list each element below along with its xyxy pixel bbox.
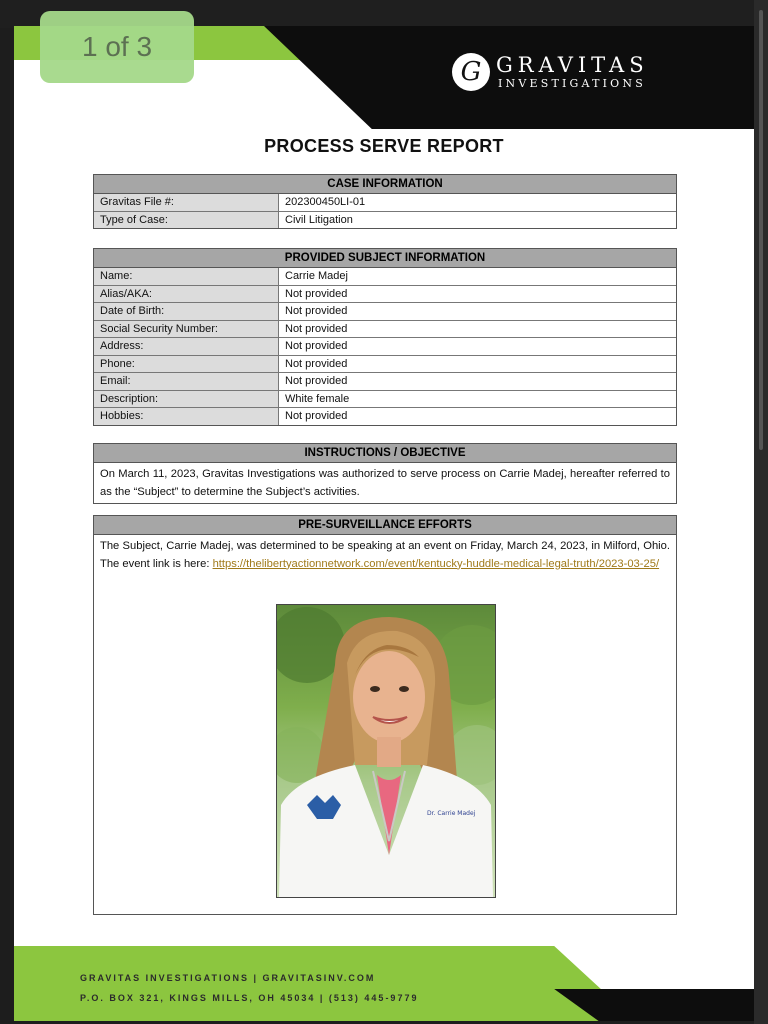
event-link[interactable]: https://thelibertyactionnetwork.com/event/kentucky-huddle-medical-legal-truth/2023-03-25/ <box>212 557 660 570</box>
table-row <box>94 321 676 339</box>
pre-surveillance-text <box>94 535 676 575</box>
row-label: Social Security Number: <box>94 321 279 338</box>
gravitas-logo <box>452 53 682 97</box>
table-row <box>94 303 676 321</box>
instructions-box <box>93 443 677 504</box>
row-value: Not provided <box>285 410 348 422</box>
subject-information-table <box>93 248 677 426</box>
table-row <box>94 194 676 212</box>
box-heading: PRE-SURVEILLANCE EFFORTS <box>94 516 676 535</box>
box-heading: INSTRUCTIONS / OBJECTIVE <box>94 444 676 463</box>
table-row <box>94 408 676 425</box>
row-label: Phone: <box>94 356 279 373</box>
row-label: Date of Birth: <box>94 303 279 320</box>
row-value: Carrie Madej <box>285 270 348 282</box>
logo-subtitle: INVESTIGATIONS <box>498 77 646 90</box>
subject-photo <box>276 604 496 898</box>
row-label: Type of Case: <box>94 212 279 229</box>
row-value: Not provided <box>285 287 348 300</box>
table-row <box>94 212 676 229</box>
table-row <box>94 391 676 409</box>
table-row <box>94 268 676 286</box>
subject-photo-illustration <box>277 605 495 897</box>
row-value: Not provided <box>285 357 348 370</box>
footer-company-line: GRAVITAS INVESTIGATIONS | GRAVITASINV.COM <box>80 973 376 983</box>
row-label: Address: <box>94 338 279 355</box>
logo-mark-icon: G <box>452 53 490 91</box>
table-row <box>94 286 676 304</box>
logo-name: GRAVITAS <box>496 53 649 77</box>
row-value: Not provided <box>285 375 348 387</box>
pre-surveillance-body: The Subject, Carrie Madej, was determined to be speaking at an event on Friday, March 24, 2023, in Milford, Ohio. The event link is here: <box>100 540 670 570</box>
table-row <box>94 373 676 391</box>
row-value: 202300450LI-01 <box>285 196 366 208</box>
row-value: White female <box>285 392 350 405</box>
footer-address-line: P.O. BOX 321, KINGS MILLS, OH 45034 | (513) 445-9779 <box>80 993 419 1003</box>
row-value: Not provided <box>285 322 348 335</box>
table-row <box>94 338 676 356</box>
scrollbar-thumb[interactable] <box>759 10 763 450</box>
row-label: Gravitas File #: <box>94 194 279 211</box>
row-value: Not provided <box>285 305 348 317</box>
case-information-table <box>93 174 677 229</box>
document-page <box>14 26 754 1021</box>
row-label: Email: <box>94 373 279 390</box>
report-title: PROCESS SERVE REPORT <box>264 136 504 156</box>
table-heading: PROVIDED SUBJECT INFORMATION <box>94 249 676 268</box>
row-value: Civil Litigation <box>285 213 353 226</box>
row-label: Description: <box>94 391 279 408</box>
row-label: Hobbies: <box>94 408 279 425</box>
instructions-text: On March 11, 2023, Gravitas Investigations was authorized to serve process on Carrie Madej, hereafter referred to as the “Subject” to determine the Subject’s activities. <box>100 468 670 498</box>
table-row <box>94 356 676 374</box>
row-label: Name: <box>94 268 279 285</box>
row-value: Not provided <box>285 340 348 352</box>
row-label: Alias/AKA: <box>94 286 279 303</box>
page-indicator-badge: 1 of 3 <box>40 11 194 83</box>
photo-coat-text: Dr. Carrie Madej <box>427 810 476 817</box>
table-heading: CASE INFORMATION <box>94 175 676 194</box>
